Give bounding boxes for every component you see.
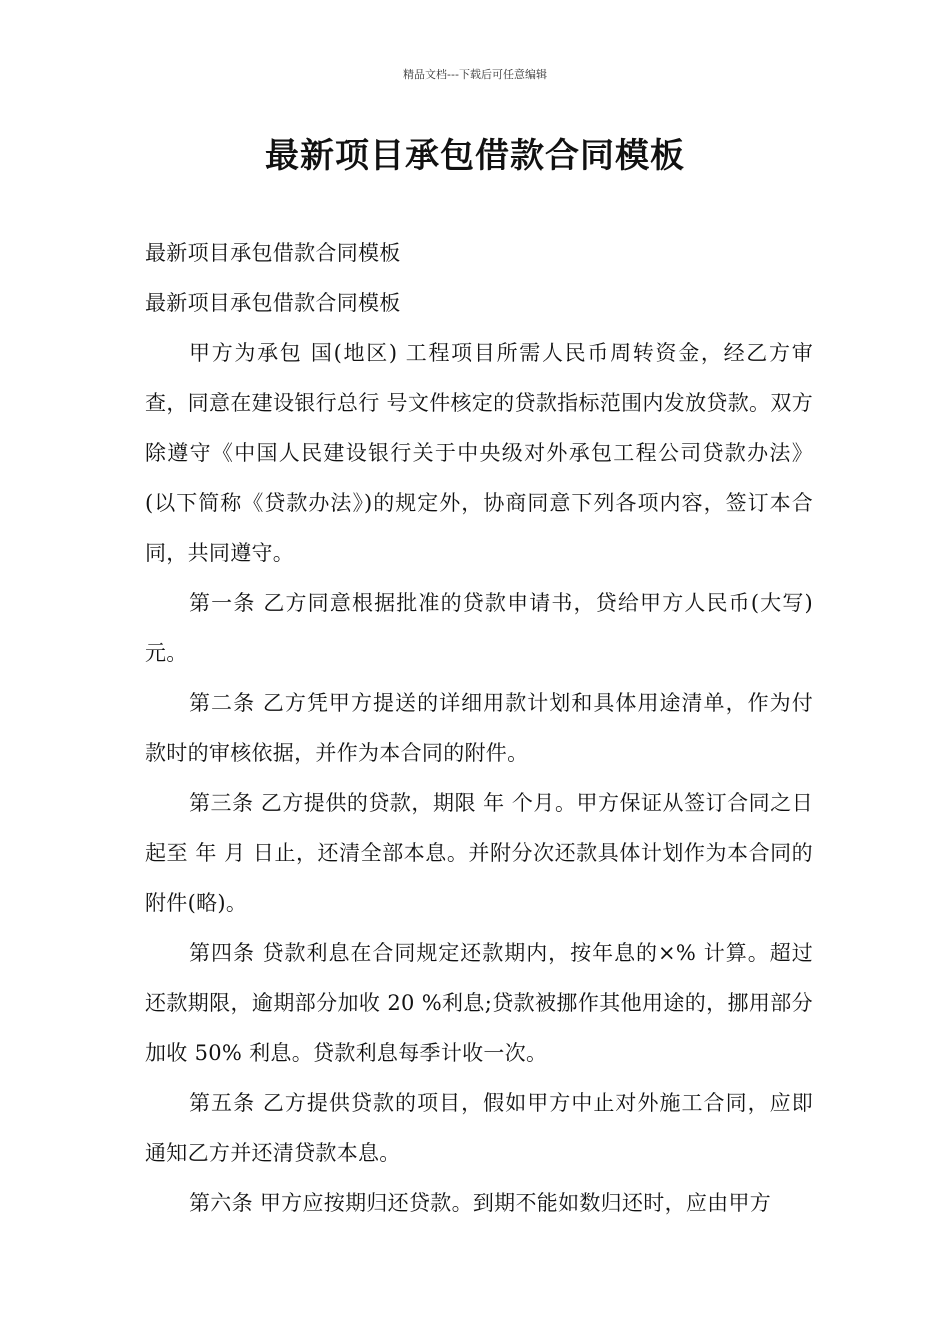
- article-2: 第二条 乙方凭甲方提送的详细用款计划和具体用途清单，作为付款时的审核依据，并作为本合同的附件。: [145, 691, 813, 765]
- preamble-paragraph: 甲方为承包 国(地区) 工程项目所需人民币周转资金，经乙方审查，同意在建设银行总行 号文件核定的贷款指标范围内发放贷款。双方除遵守《中国人民建设银行关于中央级对外承包工程公司贷款办法》(以下简称《贷款办法》)的规定外，协商同意下列各项内容，签订本合同，共同遵守。: [145, 341, 813, 565]
- subtitle-line: 最新项目承包借款合同模板: [145, 291, 401, 315]
- article-3: 第三条 乙方提供的贷款，期限 年 个月。甲方保证从签订合同之日起至 年 月 日止，还清全部本息。并附分次还款具体计划作为本合同的附件(略)。: [145, 791, 813, 915]
- article-5: 第五条 乙方提供贷款的项目，假如甲方中止对外施工合同，应即通知乙方并还清贷款本息。: [145, 1091, 813, 1165]
- subtitle-line: 最新项目承包借款合同模板: [145, 241, 401, 265]
- article-4: 第四条 贷款利息在合同规定还款期内，按年息的×% 计算。超过还款期限，逾期部分加收 20 %利息;贷款被挪作其他用途的，挪用部分加收 50% 利息。贷款利息每季计收一次。: [145, 941, 813, 1065]
- header-note: 精品文档---下载后可任意编辑: [403, 68, 547, 81]
- document-title: 最新项目承包借款合同模板: [265, 136, 685, 176]
- article-1: 第一条 乙方同意根据批准的贷款申请书，贷给甲方人民币(大写) 元。: [145, 591, 813, 665]
- article-6: 第六条 甲方应按期归还贷款。到期不能如数归还时，应由甲方: [189, 1191, 772, 1215]
- document-body: [145, 228, 813, 1228]
